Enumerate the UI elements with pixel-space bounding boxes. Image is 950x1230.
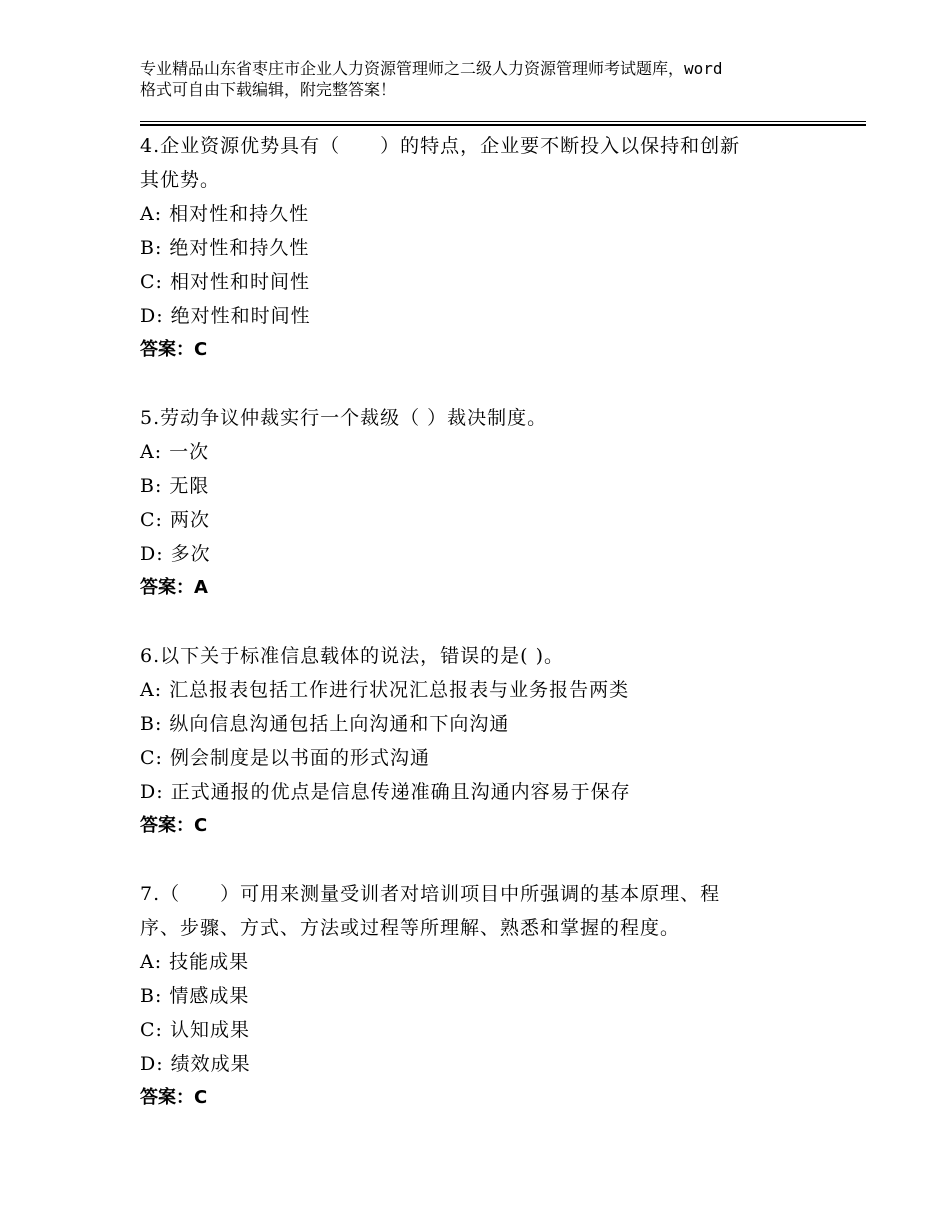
option-b: B: 纵向信息沟通包括上向沟通和下向沟通 [140, 713, 510, 735]
answer: 答案：C [140, 1087, 208, 1108]
question-stem: 7.（ ）可用来测量受训者对培训项目中所强调的基本原理、程 [140, 883, 721, 905]
option-a: A: 一次 [140, 441, 210, 463]
question-stem-continued: 其优势。 [140, 169, 221, 191]
question-5 [140, 401, 840, 605]
option-a: A: 相对性和持久性 [140, 203, 310, 225]
question-stem: 4.企业资源优势具有（ ）的特点，企业要不断投入以保持和创新 [140, 135, 741, 157]
option-c: C: 相对性和时间性 [140, 271, 310, 293]
header-line-1: 专业精品山东省枣庄市企业人力资源管理师之二级人力资源管理师考试题库，word [140, 59, 723, 78]
header-divider-thick [140, 124, 866, 126]
header-line-2: 格式可自由下载编辑，附完整答案！ [140, 80, 397, 99]
option-a: A: 汇总报表包括工作进行状况汇总报表与业务报告两类 [140, 679, 630, 701]
option-c: C: 例会制度是以书面的形式沟通 [140, 747, 430, 769]
question-stem-continued: 序、步骤、方式、方法或过程等所理解、熟悉和掌握的程度。 [140, 917, 681, 939]
option-c: C: 认知成果 [140, 1019, 250, 1041]
option-c: C: 两次 [140, 509, 210, 531]
option-b: B: 绝对性和持久性 [140, 237, 310, 259]
option-d: D: 多次 [140, 543, 211, 565]
answer: 答案：C [140, 815, 208, 836]
question-7 [140, 877, 840, 1115]
document-header [140, 58, 840, 100]
option-a: A: 技能成果 [140, 951, 250, 973]
question-6 [140, 639, 840, 843]
question-stem: 5.劳动争议仲裁实行一个裁级（ ）裁决制度。 [140, 407, 548, 429]
question-list [140, 129, 840, 1149]
answer: 答案：A [140, 577, 208, 598]
option-b: B: 无限 [140, 475, 210, 497]
option-b: B: 情感成果 [140, 985, 250, 1007]
option-d: D: 绩效成果 [140, 1053, 251, 1075]
option-d: D: 正式通报的优点是信息传递准确且沟通内容易于保存 [140, 781, 631, 803]
question-4 [140, 129, 840, 367]
header-divider-thin [140, 121, 866, 122]
option-d: D: 绝对性和时间性 [140, 305, 311, 327]
question-stem: 6.以下关于标准信息载体的说法，错误的是( )。 [140, 645, 564, 667]
answer: 答案：C [140, 339, 208, 360]
